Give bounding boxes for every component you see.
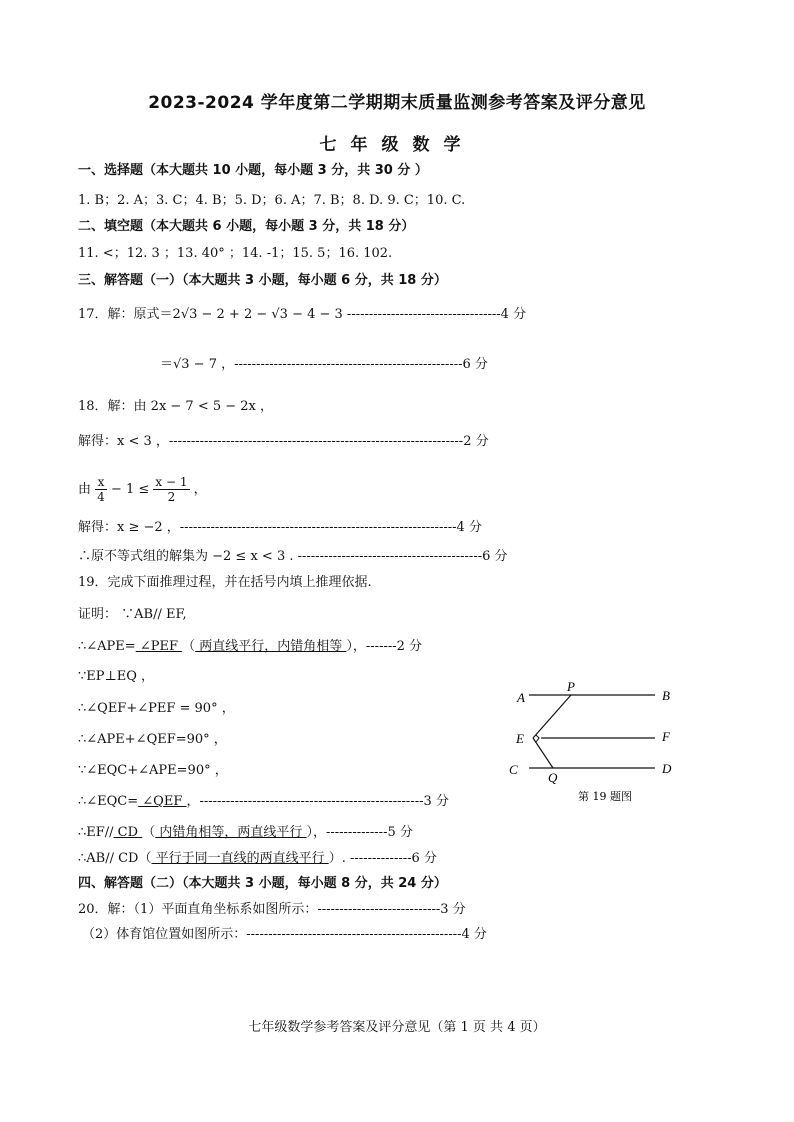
page-subtitle: 七年级数学 xyxy=(319,135,475,155)
figure-caption: 第 19 题图 xyxy=(578,790,632,803)
numerator: x − 1 xyxy=(155,475,188,489)
section-1-answers: 1. B；2. A；3. C；4. B；5. D；6. A；7. B；8. D. 9. C；10. C. xyxy=(78,193,466,208)
q19-line-2 xyxy=(78,639,422,655)
q19-l7-a: ∴∠EQC= xyxy=(78,794,139,809)
q19-l8-a: ∴EF// xyxy=(78,825,114,840)
label-b: B xyxy=(662,688,670,703)
q19-line-1: 证明： ∵AB// EF, xyxy=(78,607,187,622)
section-1-heading: 一、选择题（本大题共 10 小题，每小题 3 分，共 30 分 ） xyxy=(78,163,428,178)
denominator: 4 xyxy=(97,490,105,504)
section-2-heading: 二、填空题（本大题共 6 小题，每小题 3 分，共 18 分） xyxy=(78,219,415,234)
section-4-heading: 四、解答题（二）（本大题共 3 小题，每小题 8 分，共 24 分） xyxy=(78,876,447,891)
fraction-x-minus-1-over-2 xyxy=(153,475,189,504)
q18-middle: − 1 ≤ xyxy=(110,482,150,497)
segment-pe xyxy=(533,695,571,738)
q20-line-1: 20．解：（1）平面直角坐标系如图所示：----------------------------3 分 xyxy=(78,902,466,917)
q20-line-2: （2）体育馆位置如图所示：-------------------------------------------------4 分 xyxy=(82,927,487,942)
q18-suffix: ， xyxy=(193,482,207,497)
segment-eq xyxy=(533,738,553,768)
label-d: D xyxy=(662,761,672,776)
section-3-heading: 三、解答题（一）（本大题共 3 小题，每小题 6 分，共 18 分） xyxy=(78,273,447,288)
q19-intro: 19．完成下面推理过程，并在括号内填上推理依据. xyxy=(78,575,372,590)
page-title: 2023-2024 学年度第二学期期末质量监测参考答案及评分意见 xyxy=(148,93,646,113)
q19-l8-blank-reason: 内错角相等，两直线平行 xyxy=(155,825,307,840)
q19-l9-c: ）. --------------6 分 xyxy=(328,851,437,866)
label-a: A xyxy=(517,690,525,705)
q18-line-3 xyxy=(78,474,207,506)
figure-19 xyxy=(505,678,705,808)
page-footer: 七年级数学参考答案及评分意见（第 1 页 共 4 页） xyxy=(248,1020,546,1035)
q19-l7-c: ，---------------------------------------------------3 分 xyxy=(186,794,449,809)
fraction-x-over-4 xyxy=(95,475,107,504)
denominator: 2 xyxy=(167,490,176,504)
q19-line-8 xyxy=(78,825,413,841)
q17-line-2: ＝√3 − 7 ，----------------------------------------------------6 分 xyxy=(160,357,488,372)
q17-line-1: 17．解：原式＝2√3 − 2 + 2 − √3 − 4 − 3 -----------------------------------4 分 xyxy=(78,307,527,322)
q18-line-1: 18．解：由 2x − 7 < 5 − 2x ， xyxy=(78,399,274,414)
q18-line-5: ∴原不等式组的解集为 −2 ≤ x < 3 . ------------------------------------------6 分 xyxy=(78,549,508,564)
q19-l9-a: ∴AB// CD（ xyxy=(78,851,152,866)
q19-line-5: ∴∠APE+∠QEF=90° ， xyxy=(78,732,227,747)
q19-line-4: ∴∠QEF+∠PEF = 90° ， xyxy=(78,701,235,716)
label-q: Q xyxy=(548,770,558,785)
q19-l8-c: （ xyxy=(142,825,156,840)
q19-l8-blank-line: CD xyxy=(113,825,143,840)
q18-line-2: 解得：x < 3 ，-------------------------------------------------------------------2 分 xyxy=(78,434,489,449)
q19-l2-blank-angle: ∠PEF xyxy=(135,639,183,654)
q19-line-7 xyxy=(78,794,449,810)
q19-l9-blank-reason: 平行于同一直线的两直线平行 xyxy=(151,851,329,866)
q19-line-6: ∵∠EQC+∠APE=90° ， xyxy=(78,763,228,778)
label-p: P xyxy=(567,679,575,694)
q19-l2-c: （ xyxy=(182,639,196,654)
numerator: x xyxy=(95,475,107,490)
q19-l2-a: ∴∠APE= xyxy=(78,639,136,654)
q19-l2-blank-reason: 两直线平行，内错角相等 xyxy=(195,639,347,654)
label-f: F xyxy=(662,729,670,744)
q18-prefix: 由 xyxy=(78,482,92,497)
q19-l7-blank-angle: ∠QEF xyxy=(138,794,187,809)
label-c: C xyxy=(509,762,518,777)
q19-l2-e: ），-------2 分 xyxy=(346,639,423,654)
label-e: E xyxy=(516,731,524,746)
q19-line-9 xyxy=(78,851,437,867)
section-2-answers: 11. <；12. 3 ；13. 40° ；14. -1；15. 5；16. 102. xyxy=(78,246,393,261)
q19-line-3: ∵EP⊥EQ ， xyxy=(78,669,155,684)
right-angle-mark xyxy=(536,735,539,742)
q18-line-4: 解得：x ≥ −2 ，---------------------------------------------------------------4 分 xyxy=(78,520,482,535)
q19-l8-e: ），--------------5 分 xyxy=(306,825,413,840)
